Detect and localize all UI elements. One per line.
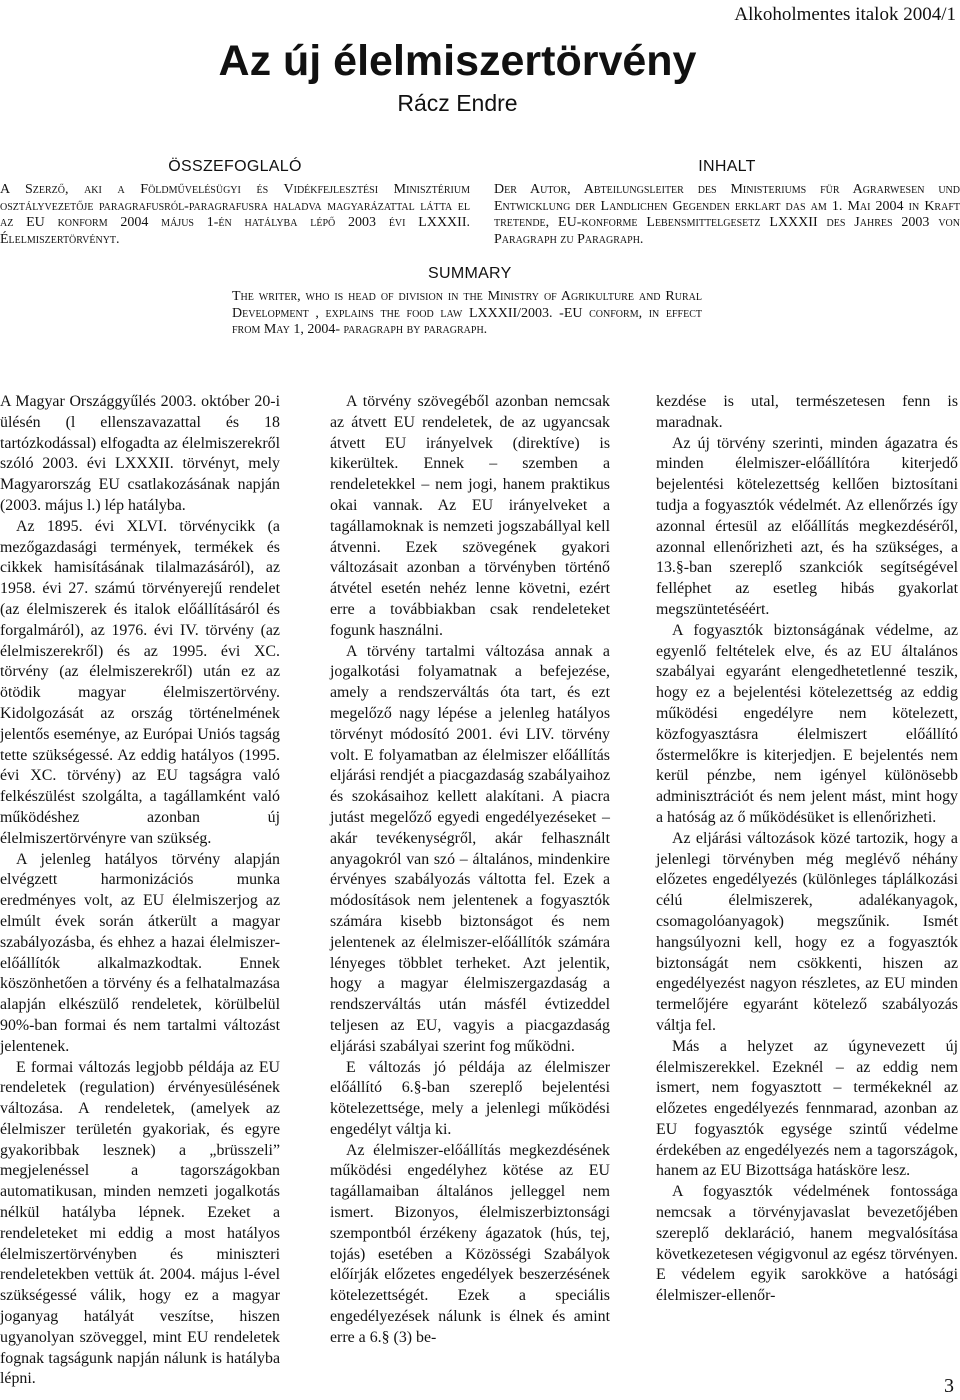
abstract-text: Der Autor, Abteilungsleiter des Ministeriums für Agrarwesen und Entwicklung der Landlichen Gegenden erklart das am 1. Mai 2004 in Kraft tretende, EU-konforme Lebensmittelgesetz LXXXII des Jahres 2003 von Paragraph zu Paragraph. bbox=[494, 182, 960, 247]
abstract-heading: SUMMARY bbox=[428, 265, 512, 282]
paragraph: Az 1895. évi XLVI. törvénycikk (a mezőgazdasági termények, termékek és cikkek hamisításának tilalmazásáról), az 1958. évi 27. számú törvényerejű rendelet (az élelmiszerek és italok előállításáról és forgalmáról), az 1976. évi IV. törvény (az élelmiszerekről) és az 1995. évi XC. törvény (az élelmiszerekről) után ez az ötödik magyar élelmiszertörvény. Kidolgozását az ország történelmének jelentős eseménye, az Európai Uniós tagság tette szükségessé. Az eddig hatályos (1995. évi XC. törvény) az EU tagságra való felkészülést szolgálta, a tagállamként való működéshez azonban új élelmiszertörvényre van szükség. bbox=[0, 517, 280, 847]
running-header: Alkoholmentes italok 2004/1 bbox=[734, 4, 956, 25]
body-column-2 bbox=[330, 392, 610, 1349]
paragraph: A törvény tartalmi változása annak a jogalkotási folyamatnak a befejezése, amely a rendszerváltás óta tart, és ezt megelőző nagy lépése a jelenleg hatályos törvényt módosító 2001. évi LIV. törvény volt. E folyamatban az élelmiszer előállítás eljárási rendjét a piacgazdaság szabályaihoz és szokásaihoz kellett alakítani. A piacra jutást megelőző egyedi engedélyezéseket – akár tevékenységről, akár felhasznált anyagokról van szó – általános, mindenkire érvényes szabályozás váltotta fel. Ezek a módosítások nem jelentenek a fogyasztók számára kisebb biztonságot és nem jelentenek az élelmiszer-előállítók számára lényeges többlet terheket. Azt jelentik, hogy a magyar élelmiszergazdaság a rendszerváltás után másfél évtizeddel teljesen az EU, vagyis a piacgazdaság eljárási szabályai szerint fog működni. bbox=[330, 642, 610, 1055]
paragraph: Más a helyzet az úgynevezett új élelmiszerekkel. Ezeknél – az eddig nem ismert, nem fogyasztott – termékeknél az előzetes engedélyezés fennmarad, azonban az EU fogyasztók egysége szintű védelme érdekében az engedélyezés nem a tagországok, hanem az EU Bizottsága hatásköre lesz. bbox=[656, 1037, 958, 1180]
paragraph: kezdése is utal, természetesen fenn is maradnak. bbox=[656, 393, 958, 431]
page-number: 3 bbox=[944, 1375, 954, 1397]
article-title: Az új élelmiszertörvény bbox=[218, 37, 697, 85]
paragraph: E formai változás legjobb példája az EU rendeletek (regulation) érvényesülésének változása. A rendeletek, (amelyek az élelmiszer területén gyakoriak, és egyre gyakoribbak lesznek) a „brüsszeli” megjelenéssel a tagországokban automatikusan, minden nemzeti jogalkotás nélkül hatályba lépnek. Ezeket a rendeleteket mi eddig a most hatályos élelmiszertörvényben és miniszteri rendeletekben vettük át. 2004. május l-ével szükségessé válik, hogy ez a magyar joganyag hatályát veszítse, hiszen ugyanolyan szöveggel, mint EU rendeletek fognak tagságunk napján nálunk is hatályba lépni. bbox=[0, 1058, 280, 1388]
abstract-text: A Szerző, aki a Földművelésügyi és Vidékfejlesztési Minisztérium osztályvezetője paragrafusról-paragrafusra haladva magyarázattal látta el az EU konform 2004 május 1-én hatályba lépő 2003 évi LXXXII. Élelmiszertörvényt. bbox=[0, 182, 470, 247]
abstract-heading: INHALT bbox=[698, 158, 756, 175]
paragraph: A fogyasztók védelmének fontossága nemcsak a törvényjavaslat bevezetőjében szereplő deklaráció, hanem megvalósítása következetesen végigvonul az egész törvényen. E védelem egyik sarokköve a hatósági élelmiszer-ellenőr- bbox=[656, 1183, 958, 1305]
paragraph: A jelenleg hatályos törvény alapján elvégzett harmonizációs munka eredményes volt, az EU élelmiszerjog az elmúlt évek során átkerült a magyar szabályozásba, és ehhez a hazai élelmiszer-előállítók alkalmazkodtak. Ennek köszönhetően a törvény és a felhatalmazása alapján elkészülő rendeletek, körülbelül 90%-ban formai és nem tartalmi változást jelentenek. bbox=[0, 850, 280, 1055]
paragraph: Az eljárási változások közé tartozik, hogy a jelenlegi törvényben még meglévő néhány előzetes engedélyezés (különleges táplálkozási célú élelmiszerek, adalékanyagok, csomagolóanyagok) megszűnik. Ismét hangsúlyozni kell, hogy ez a fogyasztók biztonságát nem csökkenti, hiszen az engedélyezést nagyon részletes, az EU minden termelőjére egyaránt kötelező szabályozás váltja fel. bbox=[656, 829, 958, 1034]
body-column-3 bbox=[656, 392, 958, 1307]
article-author: Rácz Endre bbox=[397, 90, 518, 116]
paragraph: Az új törvény szerinti, minden ágazatra és minden élelmiszer-előállítóra kiterjedő bejelentési kötelezettség kellően biztosítani tudja a fogyasztók védelmét. Az ellenőrzés így azonnal értesül az előállítás megkezdéséről, azonnal ellenőrizheti azt, és ha szükséges, a 13.§-ban szereplő szankciók segítségével felléphet az esetleg hibás gyakorlat megszüntetéséért. bbox=[656, 434, 958, 618]
abstract-heading: ÖSSZEFOGLALÓ bbox=[168, 158, 302, 175]
abstract-german bbox=[494, 158, 960, 248]
body-column-1 bbox=[0, 392, 280, 1390]
abstract-english bbox=[232, 265, 702, 339]
paragraph: E változás jó példája az élelmiszer előállító 6.§-ban szereplő bejelentési kötelezettsége, mely a jelenlegi működési engedélyt váltja ki. bbox=[330, 1058, 610, 1138]
paragraph: A Magyar Országgyűlés 2003. október 20-i ülésén (l ellenszavazattal és 18 tartózkodással) elfogadta az élelmiszerekről szóló 2003. évi LXXXII. törvényt, mely Magyarország EU csatlakozásának napján (2003. május l.) lép hatályba. bbox=[0, 393, 280, 514]
paragraph: Az élelmiszer-előállítás megkezdésének működési engedélyhez kötése az EU tagállamaiban általános jelleggel nem ismert. Bizonyos, élelmiszerbiztonsági szempontból érzékeny ágazatok (hús, tej, tojás) esetében a Közösségi Szabályok előírják előzetes engedélyek beszerzésének kötelezettségét. Ezek a speciális engedélyezések nálunk is élnek és amint erre a 6.§ (3) be- bbox=[330, 1141, 610, 1346]
paragraph: A fogyasztók biztonságának védelme, az egyenlő feltételek elve, és az EU általános szabályai egyaránt elengedhetetlenné teszik, hogy ez a bejelentési kötelezettség az eddig működési engedélyre nem kötelezett, közfogyasztásra élelmiszert előállító őstermelőkre is kiterjedjen. E bejelentés nem kerül pénzbe, nem igényel különösebb adminisztrációt és nem jelent mást, mint hogy a hatóság az ő működésüket is ellenőrizheti. bbox=[656, 621, 958, 826]
abstract-text: The writer, who is head of division in the Ministry of Agrikulture and Rural Development , explains the food law LXXXII/2003. -EU conform, in effect from May 1, 2004- paragraph by paragraph. bbox=[232, 289, 702, 337]
abstract-hungarian bbox=[0, 158, 470, 248]
paragraph: A törvény szövegéből azonban nemcsak az átvett EU rendeletek, de az ugyancsak átvett EU irányelvek (direktíve) is kikerültek. Ennek – szemben a rendeletekkel – nem jogi, hanem praktikus okai vannak. Az EU irányelveket a tagállamoknak is nemzeti jogszabállyal kell átvenni. Ezek szövegének gyakori változásait azonban a törvényben történő átvétel esetén nehéz lenne követni, ezért erre a továbbiakban csak rendeleteket fogunk használni. bbox=[330, 393, 610, 639]
